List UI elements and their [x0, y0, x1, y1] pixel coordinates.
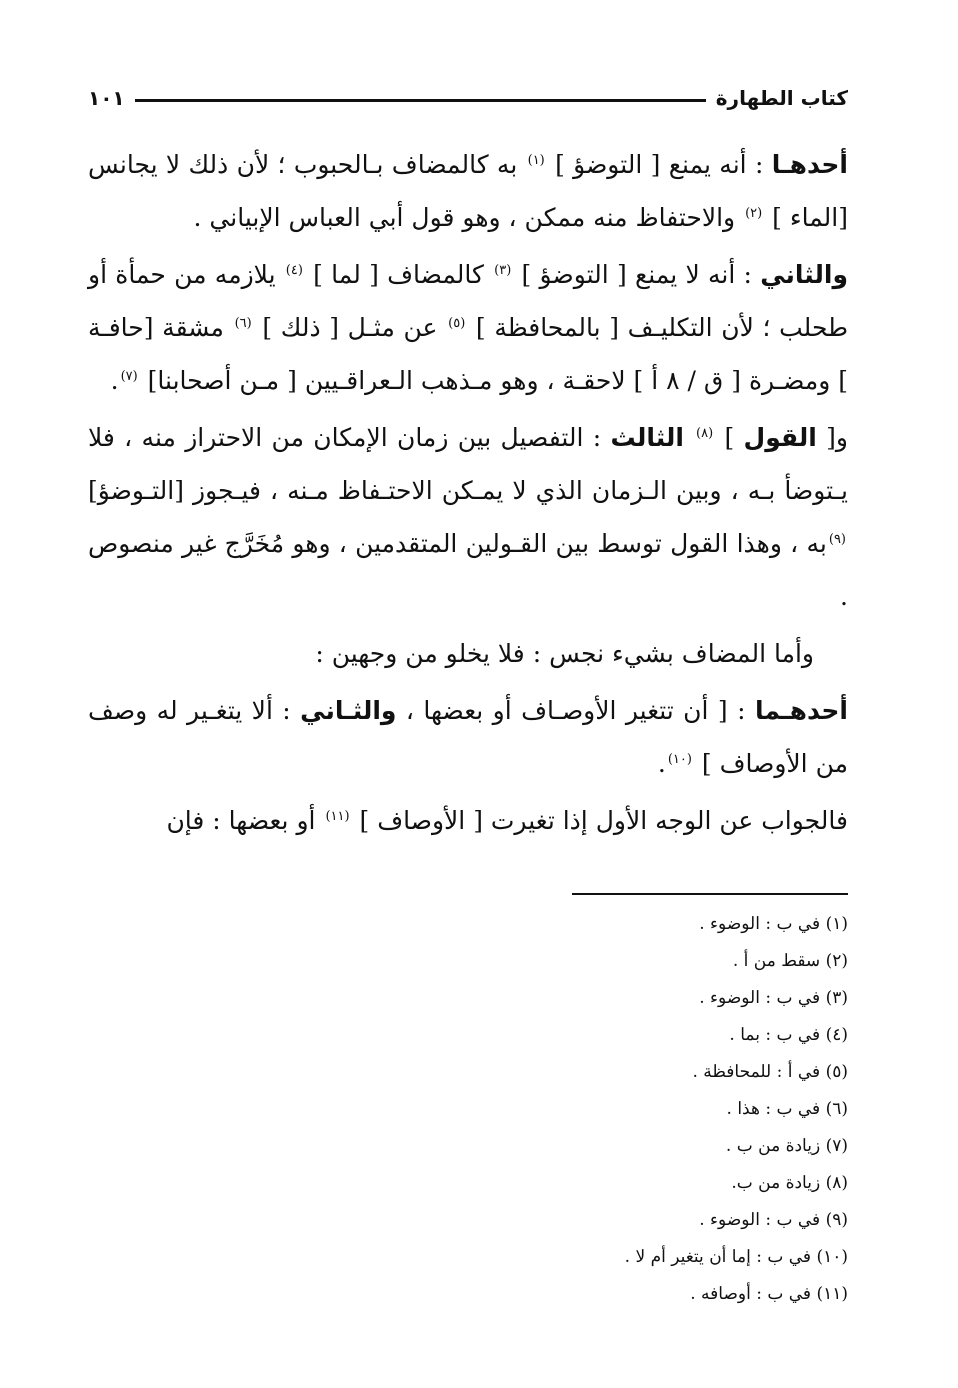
heading-second-case: والثـاني	[300, 696, 397, 725]
text-segment: : أنه يمنع [ التوضؤ ]	[546, 150, 772, 179]
text-segment: وأما المضاف بشيء نجس : فلا يخلو من وجهين :	[315, 639, 814, 668]
footnote-ref[interactable]: (١١)	[325, 808, 350, 824]
header-rule	[135, 99, 706, 102]
page-number: ١٠١	[88, 86, 125, 110]
text-segment: فالجواب عن الوجه الأول إذا تغيرت [ الأوصاف ]	[351, 806, 848, 835]
running-header	[88, 80, 848, 116]
chapter-title: كتاب الطهارة	[715, 86, 848, 110]
paragraph-third-opinion	[88, 411, 848, 623]
footnote-separator	[572, 893, 848, 895]
heading-second: والثاني	[760, 260, 848, 289]
paragraph-najis-intro	[88, 627, 848, 680]
text-segment: و[	[816, 423, 848, 452]
footnote-item: (٤) في ب : بما .	[729, 1025, 848, 1045]
text-segment: ]	[715, 423, 744, 452]
paragraph-first-opinion	[88, 138, 848, 244]
text-segment: والاحتفاظ منه ممكن ، وهو قول أبي العباس الإبياني .	[193, 203, 744, 232]
footnote-item: (٣) في ب : الوضوء .	[699, 988, 848, 1008]
text-segment: كالمضاف [ لما ]	[304, 260, 493, 289]
footnote-ref[interactable]: (١٠)	[667, 751, 692, 767]
text-segment: : ألا يتغـير له وصف من الأوصاف ]	[88, 696, 848, 778]
paragraph-two-cases	[88, 684, 848, 790]
text-segment: عن مثـل [ ذلك ]	[253, 313, 447, 342]
footnote-item: (٧) زيادة من ب .	[725, 1136, 848, 1156]
footnote-ref[interactable]: (٧)	[120, 368, 138, 384]
text-segment: به ، وهذا القول توسط بين القـولين المتقدمين ، وهو مُخَرَّج غير منصوص .	[88, 529, 848, 611]
text-segment: .	[657, 749, 666, 778]
footnote-ref[interactable]: (٢)	[745, 205, 763, 221]
footnote-ref[interactable]: (٤)	[285, 262, 303, 278]
text-segment: : التفصيل بين زمان الإمكان من الاحتراز منه ، فلا يـتوضأ بـه ، وبين الـزمان الذي لا يمـكن الاحتـفاظ مـنه ، فيـجوز [التـوضؤ]	[88, 423, 848, 505]
heading-first-case: أحدهـما	[754, 696, 848, 725]
text-segment: مشقة [حافـة ] ومضـرة [ ق / ٨ أ ] لاحقـة ، وهو مـذهب الـعراقـيين [ مـن أصحابنا]	[88, 313, 848, 395]
heading-third: الثالث	[610, 423, 694, 452]
heading-qawl: القول	[743, 423, 817, 452]
footnote-ref[interactable]: (٨)	[696, 425, 714, 441]
text-segment: يلازمه من حمأة أو طحلب ؛ لأن التكليـف [ بالمحافظة ]	[88, 260, 848, 342]
heading-first: أحدهـا	[771, 150, 848, 179]
text-segment: .	[110, 366, 119, 395]
footnote-ref[interactable]: (٩)	[828, 531, 846, 547]
footnote-item: (٩) في ب : الوضوء .	[699, 1210, 848, 1230]
footnote-ref[interactable]: (٥)	[448, 315, 466, 331]
footnote-item: (٥) في أ : للمحافظة .	[692, 1062, 848, 1082]
text-segment: به كالمضاف بـالحبوب ؛ لأن ذلك لا يجانس [الماء ]	[88, 150, 848, 232]
footnote-ref[interactable]: (١)	[527, 152, 545, 168]
footnotes-list	[448, 906, 848, 1313]
text-segment: : [ أن تتغير الأوصـاف أو بعضها ،	[396, 696, 755, 725]
footnote-item: (٨) زيادة من ب.	[731, 1173, 848, 1193]
paragraph-answer	[88, 794, 848, 847]
footnote-ref[interactable]: (٣)	[494, 262, 512, 278]
footnote-item: (١٠) في ب : إما أن يتغير أم لا .	[624, 1247, 848, 1267]
main-text	[88, 138, 848, 851]
paragraph-second-opinion	[88, 248, 848, 407]
footnote-ref[interactable]: (٦)	[234, 315, 252, 331]
text-segment: : أنه لا يمنع [ التوضؤ ]	[513, 260, 761, 289]
footnote-item: (٦) في ب : هذا .	[726, 1099, 848, 1119]
footnote-item: (١) في ب : الوضوء .	[699, 914, 848, 934]
footnote-item: (١١) في ب : أوصافه .	[690, 1284, 848, 1304]
footnote-item: (٢) سقط من أ .	[732, 951, 848, 971]
text-segment: أو بعضها : فإن	[166, 806, 324, 835]
book-page	[88, 0, 848, 1388]
